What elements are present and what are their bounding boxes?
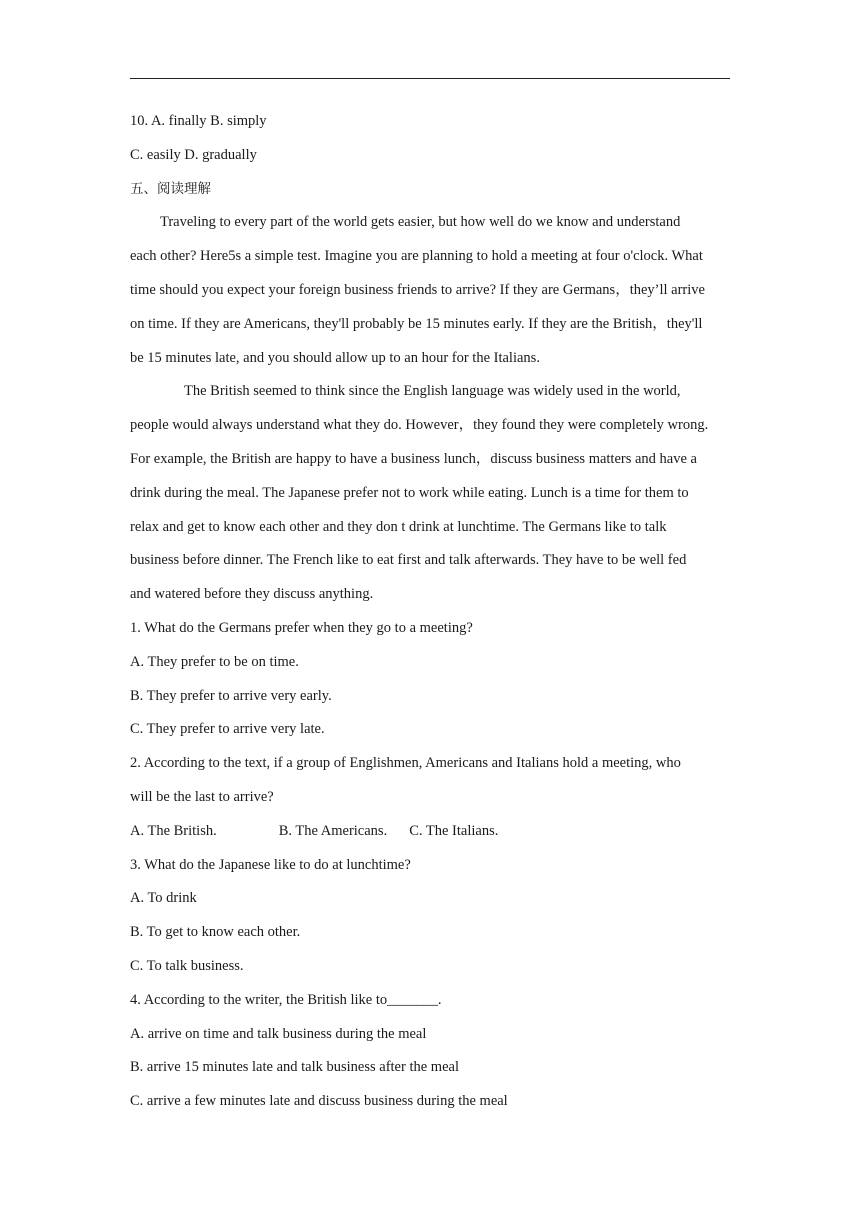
- question-stem: 3. What do the Japanese like to do at lunchtime?: [130, 856, 411, 873]
- document-body: [130, 105, 732, 1119]
- passage-line: time should you expect your foreign business friends to arrive? If they are Germans，they’ll arrive: [130, 281, 705, 298]
- passage-paragraph-2: [130, 375, 732, 612]
- passage-line: people would always understand what they do. However，they found they were completely wrong.: [130, 417, 709, 434]
- passage-line: The British seemed to think since the English language was widely used in the world,: [184, 383, 681, 400]
- answer-option: C. To talk business.: [130, 957, 244, 974]
- answer-option: C. The Italians.: [409, 822, 499, 839]
- answer-option: C. arrive a few minutes late and discuss business during the meal: [130, 1093, 508, 1110]
- answer-option: A. To drink: [130, 890, 197, 907]
- passage-line: be 15 minutes late, and you should allow up to an hour for the Italians.: [130, 349, 540, 366]
- answer-option: C. They prefer to arrive very late.: [130, 721, 325, 738]
- passage-line: each other? Here5s a simple test. Imagine you are planning to hold a meeting at four o'clock. What: [130, 248, 703, 265]
- passage-line: drink during the meal. The Japanese prefer not to work while eating. Lunch is a time for them to: [130, 484, 689, 501]
- question-stem: 1. What do the Germans prefer when they go to a meeting?: [130, 619, 473, 636]
- question-stem: 2. According to the text, if a group of Englishmen, Americans and Italians hold a meeting, who: [130, 755, 681, 772]
- answer-option: B. They prefer to arrive very early.: [130, 687, 332, 704]
- passage-paragraph-1: [130, 206, 732, 375]
- prev-question-line-2: C. easily D. gradually: [130, 146, 257, 163]
- answer-option: B. arrive 15 minutes late and talk business after the meal: [130, 1059, 459, 1076]
- section-title: 五、阅读理解: [130, 180, 211, 197]
- prev-question-line-1: 10. A. finally B. simply: [130, 113, 267, 129]
- answer-option: B. The Americans.: [278, 822, 388, 839]
- header-rule: [130, 78, 730, 79]
- question-stem: will be the last to arrive?: [130, 788, 274, 805]
- passage-line: and watered before they discuss anything.: [130, 586, 374, 603]
- passage-line: relax and get to know each other and they don t drink at lunchtime. The Germans like to talk: [130, 518, 667, 535]
- question-3: [130, 849, 732, 984]
- passage-line: on time. If they are Americans, they'll probably be 15 minutes early. If they are the British，they'll: [130, 315, 703, 332]
- answer-option: A. They prefer to be on time.: [130, 653, 299, 670]
- question-2: [130, 747, 732, 848]
- passage-line: For example, the British are happy to have a business lunch，discuss business matters and have a: [130, 450, 697, 467]
- passage-line: Traveling to every part of the world gets easier, but how well do we know and understand: [160, 214, 681, 231]
- answer-option: A. arrive on time and talk business during the meal: [130, 1025, 427, 1042]
- answer-option: A. The British.: [130, 822, 217, 839]
- question-4: [130, 984, 732, 1119]
- question-1: [130, 612, 732, 747]
- question-stem: 4. According to the writer, the British like to_______.: [130, 991, 442, 1008]
- answer-options-row: [130, 815, 732, 849]
- passage-line: business before dinner. The French like to eat first and talk afterwards. They have to be well fed: [130, 552, 687, 569]
- answer-option: B. To get to know each other.: [130, 924, 301, 941]
